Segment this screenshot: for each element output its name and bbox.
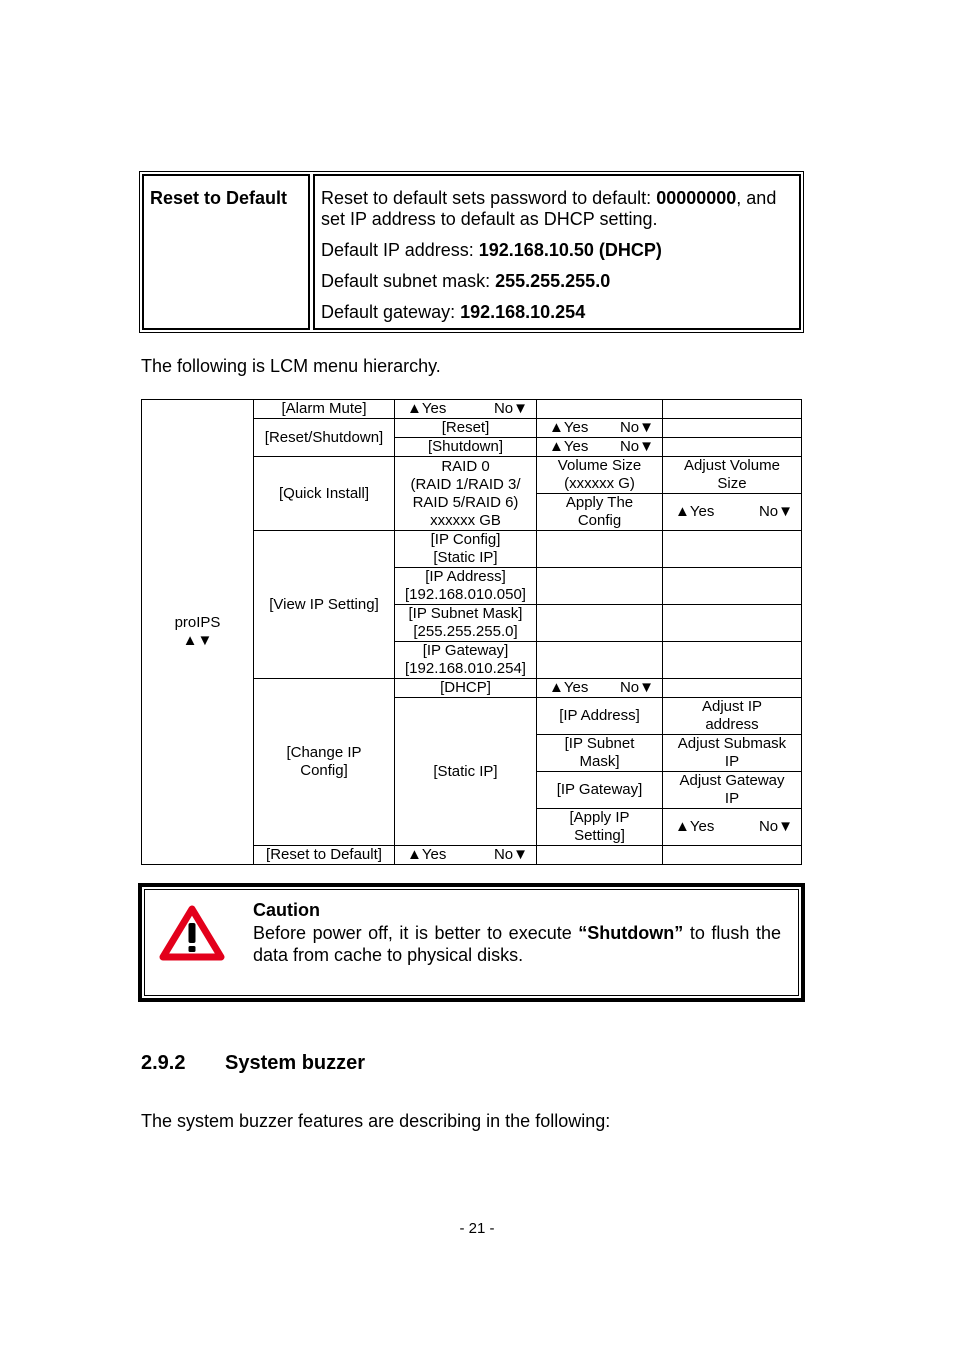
ip-gateway-cell: [IP Gateway] xyxy=(537,772,663,809)
ip-subnet-cell: [IP Subnet Mask] xyxy=(537,735,663,772)
static-ip-cell: [Static IP] xyxy=(395,698,537,846)
root-cell xyxy=(142,400,254,865)
shutdown-emphasis: “Shutdown” xyxy=(578,923,684,943)
warning-icon xyxy=(159,904,225,962)
alarm-mute-cell: [Alarm Mute] xyxy=(254,400,395,419)
apply-config-confirm: ▲Yes No▼ xyxy=(663,494,802,531)
adjust-volume-cell: Adjust Volume Size xyxy=(663,457,802,494)
subnet-view-cell: [IP Subnet Mask] [255.255.255.0] xyxy=(395,605,537,642)
section-heading xyxy=(141,1051,365,1075)
dhcp-confirm: ▲Yes No▼ xyxy=(537,679,663,698)
section-number: 2.9.2 xyxy=(141,1052,186,1074)
volume-size-cell: Volume Size (xxxxxx G) xyxy=(537,457,663,494)
page-number: - 21 - xyxy=(459,1220,495,1237)
default-subnet-line: Default subnet mask: 255.255.255.0 xyxy=(321,271,611,291)
ip-address-view-cell: [IP Address] [192.168.010.050] xyxy=(395,568,537,605)
section-title: System buzzer xyxy=(225,1052,366,1074)
default-gateway-line: Default gateway: 192.168.10.254 xyxy=(321,302,586,322)
view-ip-setting-cell: [View IP Setting] xyxy=(254,531,395,679)
adjust-ip-cell: Adjust IP address xyxy=(663,698,802,735)
apply-ip-setting-cell: [Apply IP Setting] xyxy=(537,809,663,846)
reset-to-default-description xyxy=(313,174,801,330)
section-paragraph: The system buzzer features are describing in the following: xyxy=(141,1111,611,1131)
adjust-submask-cell: Adjust Submask IP xyxy=(663,735,802,772)
default-password: 00000000 xyxy=(656,188,737,208)
reset-shutdown-cell: [Reset/Shutdown] xyxy=(254,419,395,457)
reset-description-line: Reset to default sets password to default: 00000000, and set IP address to default as DHCP setting. xyxy=(321,188,777,229)
lcm-menu-table xyxy=(141,399,802,865)
shutdown-cell: [Shutdown] xyxy=(395,438,537,457)
ip-address-cell: [IP Address] xyxy=(537,698,663,735)
default-gateway-value: 192.168.10.254 xyxy=(460,302,586,322)
quick-install-cell: [Quick Install] xyxy=(254,457,395,531)
adjust-gateway-cell: Adjust Gateway IP xyxy=(663,772,802,809)
alarm-mute-confirm: ▲Yes No▼ xyxy=(395,400,537,419)
shutdown-confirm: ▲Yes No▼ xyxy=(537,438,663,457)
root-label: proIPS xyxy=(174,614,221,631)
reset-cell: [Reset] xyxy=(395,419,537,438)
reset-to-default-cell: [Reset to Default] xyxy=(254,846,395,865)
default-ip-value: 192.168.10.50 (DHCP) xyxy=(478,240,662,260)
caution-box xyxy=(138,883,805,1002)
default-ip-line: Default IP address: 192.168.10.50 (DHCP) xyxy=(321,240,662,260)
reset-to-default-label: Reset to Default xyxy=(142,174,310,330)
gateway-view-cell: [IP Gateway] [192.168.010.254] xyxy=(395,642,537,679)
dhcp-cell: [DHCP] xyxy=(395,679,537,698)
raid-level-cell: RAID 0 (RAID 1/RAID 3/ RAID 5/RAID 6) xxxxxx GB xyxy=(395,457,537,531)
ip-config-cell: [IP Config] [Static IP] xyxy=(395,531,537,568)
change-ip-config-cell: [Change IP Config] xyxy=(254,679,395,846)
caution-title: Caution xyxy=(253,900,320,920)
reset-to-default-table xyxy=(139,171,804,333)
apply-config-cell: Apply The Config xyxy=(537,494,663,531)
intro-paragraph: The following is LCM menu hierarchy. xyxy=(141,356,441,376)
default-subnet-value: 255.255.255.0 xyxy=(495,271,611,291)
root-arrows: ▲▼ xyxy=(182,632,213,649)
reset-confirm: ▲Yes No▼ xyxy=(537,419,663,438)
caution-text: Before power off, it is better to execute “Shutdown” to flush the data from cache to physical disks. xyxy=(253,923,781,965)
reset-to-default-confirm: ▲Yes No▼ xyxy=(395,846,537,865)
apply-ip-confirm: ▲Yes No▼ xyxy=(663,809,802,846)
